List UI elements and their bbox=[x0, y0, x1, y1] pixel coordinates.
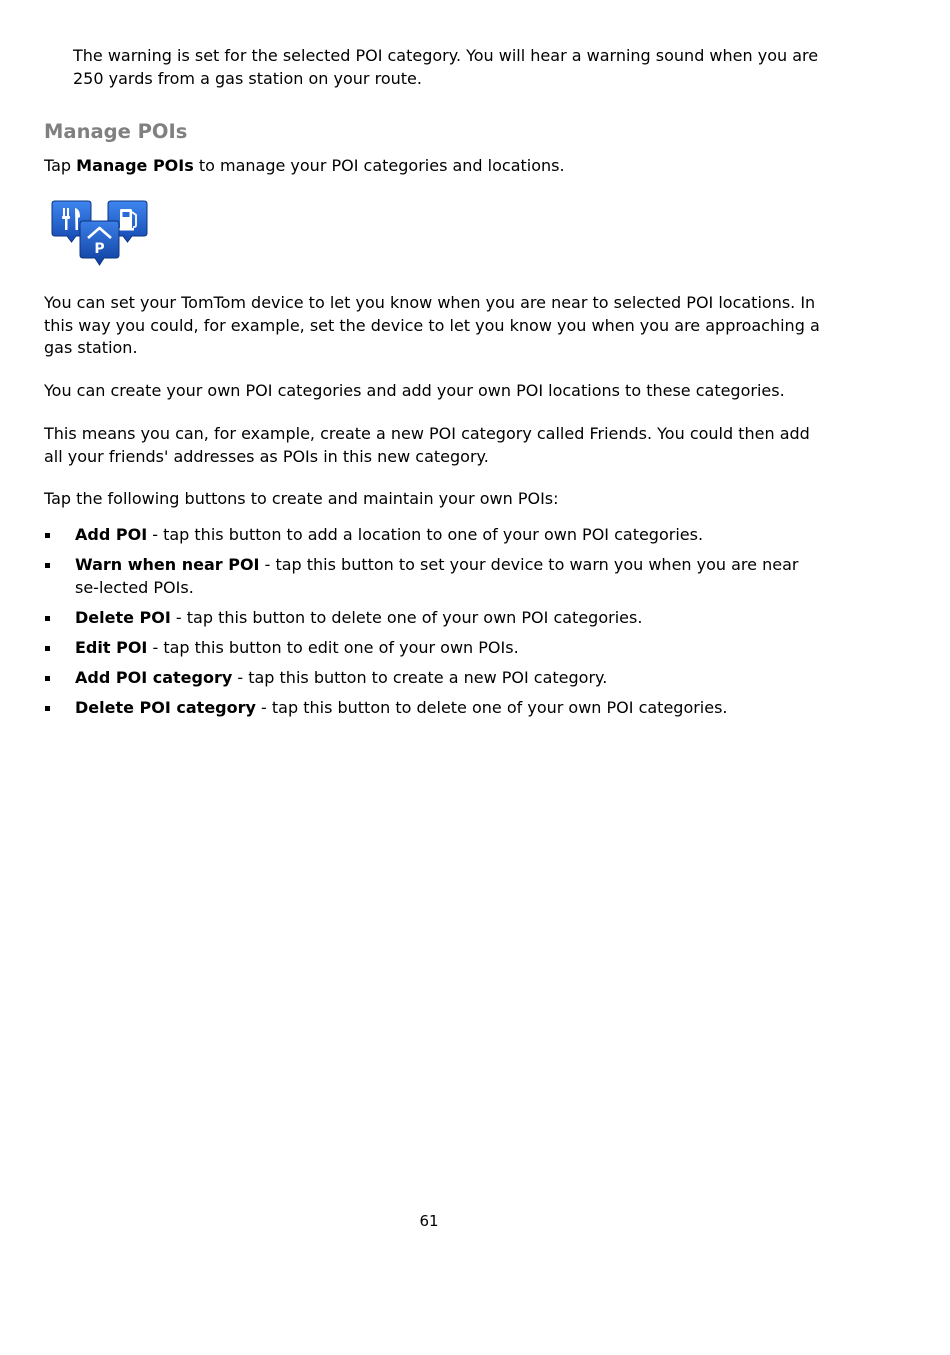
list-item bbox=[44, 637, 824, 660]
bullet-marker bbox=[45, 676, 50, 681]
list-item-text: - tap this button to edit one of your own POIs. bbox=[147, 637, 519, 657]
lead-text-post: to manage your POI categories and locations. bbox=[193, 156, 565, 175]
list-item-text: - tap this button to delete one of your own POI categories. bbox=[255, 697, 728, 717]
list-item-text: - tap this button to add a location to one of your own POI categories. bbox=[147, 525, 704, 544]
list-item bbox=[44, 524, 824, 547]
list-item bbox=[44, 554, 824, 599]
manage-pois-icon bbox=[48, 199, 152, 269]
section-heading: Manage POIs bbox=[44, 120, 188, 143]
parking-pin-icon bbox=[80, 221, 119, 265]
bullet-marker bbox=[45, 646, 50, 651]
body-paragraph: You can create your own POI categories and add your own POI locations to these categories. bbox=[44, 381, 785, 400]
list-item bbox=[44, 607, 824, 630]
list-item-text: - tap this button to set your device to warn you when you are near se-lected POIs. bbox=[75, 555, 799, 597]
intro-paragraph: The warning is set for the selected POI category. You will hear a warning sound when you are 250 yards from a gas station on your route. bbox=[73, 46, 819, 88]
list-item-text: - tap this button to create a new POI category. bbox=[232, 667, 608, 687]
bullet-marker bbox=[45, 563, 50, 568]
list-item-term: Add POI bbox=[75, 525, 148, 544]
page-number: 61 bbox=[419, 1212, 439, 1230]
bullet-marker bbox=[45, 616, 50, 621]
body-paragraph: You can set your TomTom device to let you know when you are near to selected POI locations. In this way you could, for example, set the device to let you know you when you are approaching a gas station. bbox=[44, 293, 820, 357]
list-item-term: Add POI category bbox=[75, 667, 233, 687]
bullet-marker bbox=[45, 706, 50, 711]
body-paragraph: This means you can, for example, create a new POI category called Friends. You could then add all your friends' addresses as POIs in this new category. bbox=[44, 424, 810, 466]
parking-letter: P bbox=[94, 241, 105, 257]
list-item-text: - tap this button to delete one of your own POI categories. bbox=[170, 607, 643, 627]
list-item-term: Warn when near POI bbox=[75, 555, 260, 574]
button-list bbox=[44, 524, 824, 727]
body-paragraph: Tap the following buttons to create and maintain your own POIs: bbox=[44, 489, 559, 508]
list-item-term: Edit POI bbox=[75, 637, 148, 657]
list-item bbox=[44, 697, 824, 720]
lead-paragraph bbox=[44, 155, 824, 178]
lead-text-bold: Manage POIs bbox=[76, 156, 194, 175]
list-item bbox=[44, 667, 824, 690]
bullet-marker bbox=[45, 533, 50, 538]
list-item-term: Delete POI bbox=[75, 607, 171, 627]
list-item-term: Delete POI category bbox=[75, 697, 256, 717]
lead-text-pre: Tap bbox=[44, 156, 77, 175]
